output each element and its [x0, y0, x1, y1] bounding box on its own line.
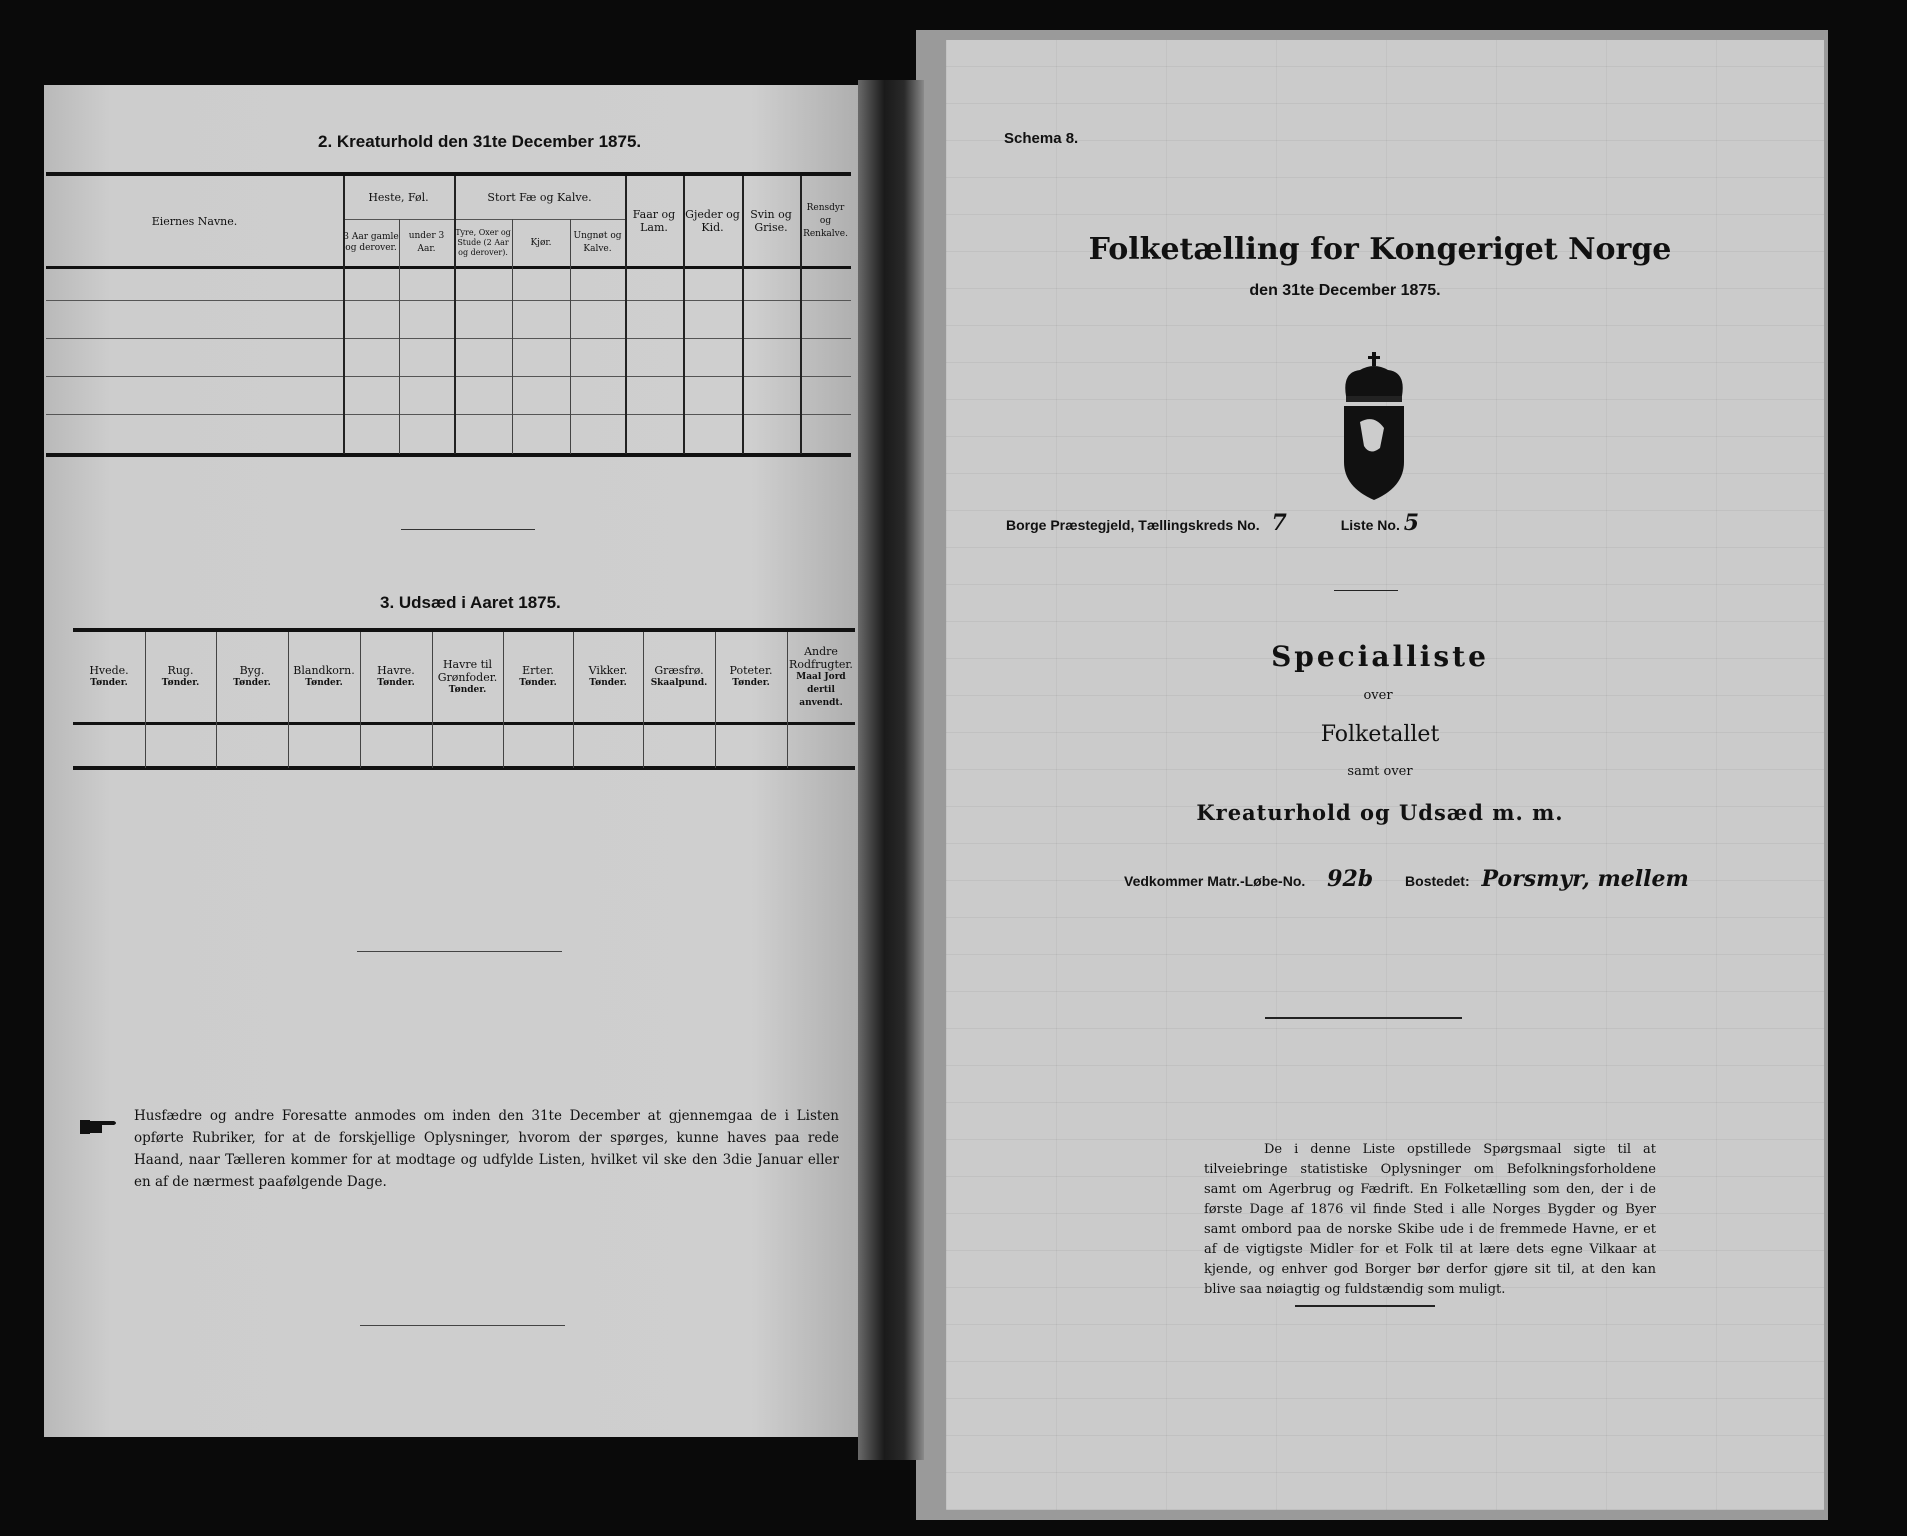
matr-label: Vedkommer Matr.-Løbe-No.	[1124, 873, 1306, 889]
sowing-col	[145, 632, 216, 722]
col-cows: Kjør.	[530, 237, 552, 248]
specialliste-heading: Specialliste	[1271, 640, 1489, 673]
sowing-col-name: Andre Rodfrugter.	[789, 644, 853, 671]
samt-over-text: samt over	[1347, 764, 1413, 779]
over-text: over	[1363, 688, 1393, 703]
sowing-col-name: Rug.	[167, 664, 194, 677]
kreds-value: 7	[1271, 510, 1287, 536]
sowing-col	[216, 632, 288, 722]
bosted-value: Porsmyr, mellem	[1481, 866, 1689, 892]
sowing-col-name: Erter.	[522, 664, 554, 677]
folketallet-text: Folketallet	[1320, 722, 1440, 747]
property-line	[1124, 866, 1689, 892]
sowing-col-unit: Tønder.	[233, 678, 271, 688]
bosted-label: Bostedet:	[1405, 873, 1470, 889]
col-bulls: Tyre, Oxer og Stude (2 Aar og derover).	[455, 228, 511, 257]
left-page	[44, 85, 876, 1437]
col-owner-names: Eiernes Navne.	[151, 214, 238, 228]
column-rule	[503, 632, 504, 768]
sowing-col	[573, 632, 643, 722]
column-rule	[216, 632, 217, 768]
sowing-col-name: Græsfrø.	[654, 664, 704, 677]
col-horses-3yr: 3 Aar gamle og derover.	[343, 232, 399, 253]
column-rule	[787, 632, 788, 768]
sowing-col-unit: Tønder.	[305, 678, 343, 688]
sowing-col-unit: Tønder.	[161, 678, 200, 688]
col-calves: Ungnøt og Kalve.	[573, 231, 622, 254]
document-title: Folketælling for Kongeriget Norge	[1088, 232, 1672, 267]
sowing-col-unit: Tønder.	[90, 678, 128, 688]
column-rule	[145, 632, 146, 768]
sowing-col	[432, 632, 503, 722]
column-rule	[715, 632, 716, 768]
sowing-col-unit: Skaalpund.	[650, 678, 708, 688]
section2-title: 2. Kreaturhold den 31te December 1875.	[318, 132, 642, 151]
col-group-horses: Heste, Føl.	[368, 191, 429, 204]
column-rule	[573, 632, 574, 768]
col-reindeer: Rensdyr og Renkalve.	[803, 202, 848, 239]
document-subtitle: den 31te December 1875.	[1249, 282, 1441, 299]
sowing-col	[643, 632, 715, 722]
matr-value: 92b	[1327, 866, 1374, 892]
purpose-paragraph: De i denne Liste opstillede Spørgsmaal sigte til at tilveiebringe statistiske Oplysninger om Befolkningsforholdene samt om Agerbrug og Fædrift. En Folketælling som den, der i de første Dage af 1876 vil finde Sted i alle Norges Bygder og Byer samt ombord paa de norske Skibe ude i de fremmede Havne, er et af de vigtigste Midler for et Folk til at lære dets egne Vilkaar at kjende, og enhver god Borger bør derfor gjøre sit til, at den kan blive saa nøiagtig og fuldstændig som muligt.	[1204, 1142, 1656, 1297]
district-line	[1006, 510, 1419, 536]
sowing-col-name: Blandkorn.	[293, 664, 355, 677]
instruction-note: Husfædre og andre Foresatte anmodes om inden den 31te December at gjennemgaa de i Listen opførte Rubriker, for at de forskjellige Oplysninger, hvorom der spørges, kunne haves paa rede Haand, naar Tælleren kommer for at modtage og udfylde Listen, hvilket vil ske den 3die Januar eller en af de nærmest paafølgende Dage.	[134, 1108, 839, 1190]
section3-title: 3. Udsæd i Aaret 1875.	[380, 593, 561, 612]
sowing-col	[715, 632, 787, 722]
coat-of-arms-emblem	[1334, 352, 1414, 502]
liste-label: Liste No.	[1340, 517, 1400, 533]
divider-line	[360, 1325, 565, 1326]
column-rule	[432, 632, 433, 768]
divider-line	[1334, 590, 1398, 591]
col-goats: Gjeder og Kid.	[685, 208, 740, 234]
kreds-label: Tællingskreds No.	[1138, 517, 1260, 533]
pointing-hand-icon	[80, 1118, 118, 1136]
sowing-col-name: Havre til Grønfoder.	[437, 657, 498, 684]
col-group-cattle: Stort Fæ og Kalve.	[487, 191, 592, 204]
col-sheep: Faar og Lam.	[632, 208, 676, 234]
parish-label: Borge Præstegjeld,	[1006, 517, 1135, 533]
sowing-col	[73, 632, 145, 722]
divider-line	[357, 951, 562, 952]
divider-line	[401, 529, 535, 530]
sowing-col-name: Hvede.	[89, 664, 129, 677]
divider-line	[1265, 1017, 1462, 1019]
sowing-col-unit: Tønder.	[377, 678, 415, 688]
col-pigs: Svin og Grise.	[750, 208, 792, 234]
column-rule	[288, 632, 289, 768]
column-rule	[360, 632, 361, 768]
sowing-col-unit: Tønder.	[448, 684, 487, 695]
col-horses-under3: under 3 Aar.	[408, 231, 445, 254]
column-rule	[643, 632, 644, 768]
sowing-col	[503, 632, 573, 722]
kreaturhold-heading: Kreaturhold og Udsæd m. m.	[1196, 800, 1564, 825]
book-spine	[858, 80, 924, 1460]
liste-value: 5	[1403, 510, 1420, 536]
sowing-col	[787, 632, 855, 722]
divider-line	[1295, 1305, 1435, 1307]
sowing-col-name: Havre.	[377, 664, 415, 677]
sowing-col-name: Poteter.	[729, 664, 773, 677]
sowing-col-name: Vikker.	[588, 664, 628, 677]
sowing-col-unit: Tønder.	[732, 678, 770, 688]
schema-number: Schema 8.	[1004, 130, 1079, 147]
sowing-col	[360, 632, 432, 722]
sowing-col	[288, 632, 360, 722]
sowing-col-unit: Tønder.	[589, 678, 627, 688]
sowing-col-unit: Maal Jord dertil anvendt.	[796, 671, 846, 708]
sowing-col-unit: Tønder.	[519, 678, 557, 688]
sowing-col-name: Byg.	[239, 664, 265, 677]
